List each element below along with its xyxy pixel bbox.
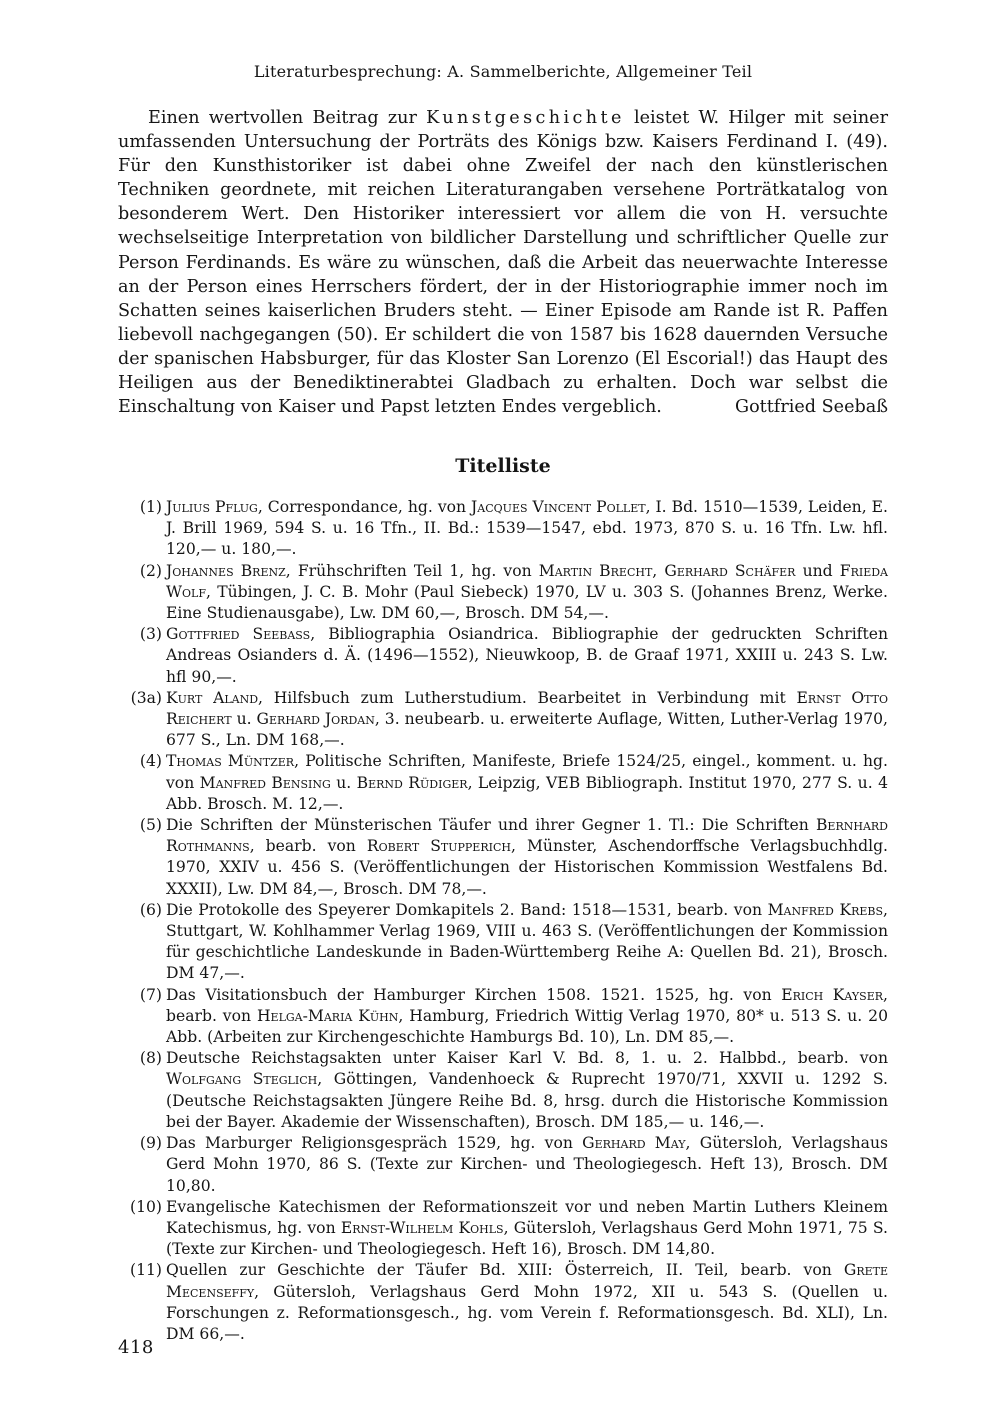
entry-number: (8) xyxy=(139,1049,162,1068)
entry-text: u. xyxy=(231,710,257,729)
entry-number: (9) xyxy=(139,1134,162,1153)
paragraph-text xyxy=(118,106,888,419)
entry-text: Deutsche Reichstagsakten unter Kaiser Karl V. Bd. 8, 1. u. 2. Halbbd., bearb. von xyxy=(166,1049,888,1068)
title-entry xyxy=(118,688,888,752)
entry-text: Evangelische Katechismen der Reformationszeit vor und neben Martin Luthers Kleinem Katechismus, hg. von xyxy=(166,1197,888,1237)
entry-person-name: Gerhard Jordan xyxy=(256,710,375,729)
entry-person-name: Wolfgang Steglich xyxy=(166,1070,318,1089)
entry-text: Quellen zur Geschichte der Täufer Bd. XIII: Österreich, II. Teil, bearb. von xyxy=(166,1261,844,1280)
entry-person-name: Jacques Vincent Pollet xyxy=(471,498,646,516)
title-entry xyxy=(118,815,888,900)
emphasized-word: Kunstgeschichte xyxy=(426,108,625,128)
author-signature: Gottfried Seebaß xyxy=(735,397,888,418)
entry-person-name: Kurt Aland xyxy=(166,688,259,707)
entry-text: u. xyxy=(330,773,357,792)
entry-text: , Frühschriften Teil 1, hg. von xyxy=(285,561,539,580)
entry-text: , Politische Schriften, Manifeste, Briefe 1524/25, eingel., komment. u. hg. von xyxy=(166,752,888,792)
entry-text: , 3. neubearb. u. erweiterte Auflage, Witten, Luther-Verlag 1970, 677 S., Ln. DM 168,—. xyxy=(166,710,888,750)
page-number: 418 xyxy=(118,1337,154,1358)
entry-person-name: Gottfried Seebass xyxy=(166,625,311,644)
entry-text: Die Schriften der Münsterischen Täufer und ihrer Gegner 1. Tl.: Die Schriften xyxy=(166,816,816,835)
entry-number: (6) xyxy=(139,900,162,919)
entry-text: Das Marburger Religionsgespräch 1529, hg. von xyxy=(166,1134,583,1153)
section-title: Titelliste xyxy=(455,455,551,477)
entry-person-name: Ernst Otto Reichert xyxy=(166,688,888,729)
entry-text: Die Protokolle des Speyerer Domkapitels 2. Band: 1518—1531, bearb. von xyxy=(166,900,768,919)
entry-number: (1) xyxy=(139,498,162,516)
title-entry xyxy=(118,1197,888,1261)
entry-person-name: Bernhard Rothmanns xyxy=(166,816,888,856)
entry-person-name: Thomas Müntzer xyxy=(166,752,295,771)
running-header: Literaturbesprechung: A. Sammelberichte, Allgemeiner Teil xyxy=(253,62,753,81)
entry-text: , bearb. von xyxy=(166,985,888,1025)
title-entry xyxy=(118,900,888,985)
entry-text: , Stuttgart, W. Kohlhammer Verlag 1969, VIII u. 463 S. (Veröffentlichungen der Kommission für geschichtliche Landeskunde in Baden-Württemberg Reihe A: Quellen Bd. 21), Brosch. DM 47,—. xyxy=(166,900,888,983)
entry-number: (3) xyxy=(139,625,162,644)
review-paragraph xyxy=(118,106,888,419)
entry-text: , Bibliographia Osiandrica. Bibliographie der gedruckten Schriften Andreas Osianders d. Ä. (1496—1552), Nieuwkoop, B. de Graaf 1971, XXIII u. 243 S. Lw. hfl 90,—. xyxy=(166,625,888,686)
entry-number: (2) xyxy=(139,561,162,580)
entry-person-name: Erich Kayser xyxy=(781,985,884,1004)
entry-number: (11) xyxy=(129,1261,162,1280)
entry-text: , Tübingen, J. C. B. Mohr (Paul Siebeck) 1970, LV u. 303 S. (Johannes Brenz, Werke. Eine Studienausgabe), Lw. DM 60,—, Brosch. DM 54,—. xyxy=(166,582,888,623)
entry-text: , Hilfsbuch zum Lutherstudium. Bearbeitet in Verbindung mit xyxy=(258,688,797,707)
entry-person-name: Ernst-Wilhelm Kohls xyxy=(340,1218,504,1237)
entry-person-name: Frieda Wolf xyxy=(166,561,889,601)
entry-number: (3a) xyxy=(130,688,162,707)
title-entry xyxy=(118,624,888,688)
entry-person-name: Johannes Brenz xyxy=(166,561,286,580)
title-entry xyxy=(118,1133,888,1197)
entry-text: und xyxy=(795,561,840,580)
title-entry xyxy=(118,497,888,561)
entry-text: , Gütersloh, Verlagshaus Gerd Mohn 1972, XII u. 543 S. (Quellen u. Forschungen z. Reformationsgesch., hg. vom Verein f. Reformationsgesch. Bd. XLI), Ln. DM 66,—. xyxy=(166,1282,888,1343)
entry-text: Das Visitationsbuch der Hamburger Kirchen 1508. 1521. 1525, hg. von xyxy=(166,985,782,1004)
entry-person-name: Grete Mecenseffy xyxy=(166,1261,888,1301)
entry-text: , Correspondance, hg. von xyxy=(257,498,472,516)
entry-text: , Gütersloh, Verlagshaus Gerd Mohn 1970, 86 S. (Texte zur Kirchen- und Theologiegesch. Heft 13), Brosch. DM 10,80. xyxy=(166,1134,888,1195)
title-entry xyxy=(118,561,888,625)
title-entry xyxy=(118,985,888,1049)
title-entry xyxy=(118,751,888,815)
entry-text: , Leipzig, VEB Bibliograph. Institut 1970, 277 S. u. 4 Abb. Brosch. M. 12,—. xyxy=(166,773,889,813)
entry-number: (10) xyxy=(129,1197,162,1216)
entry-text: , Münster, Aschendorffsche Verlagsbuchhdlg. 1970, XXIV u. 456 S. (Veröffentlichungen der Historischen Kommission Westfalens Bd. XXXII), Lw. DM 84,—, Brosch. DM 78,—. xyxy=(166,837,889,898)
title-list xyxy=(118,497,888,1345)
entry-text: , bearb. von xyxy=(249,837,367,856)
entry-text: , I. Bd. 1510—1539, Leiden, E. J. Brill 1969, 594 S. u. 16 Tfn., II. Bd.: 1539—1547, ebd. 1973, 870 S. u. 16 Tfn. Lw. hfl. 120,— u. 180,—. xyxy=(166,498,888,559)
entry-text: , Hamburg, Friedrich Wittig Verlag 1970, 80* u. 513 S. u. 20 Abb. (Arbeiten zur Kirchengeschichte Hamburgs Bd. 10), Ln. DM 85,—. xyxy=(166,1006,888,1047)
paragraph-text-start: Einen wertvollen Beitrag zur xyxy=(148,108,427,128)
entry-person-name: Gerhard May xyxy=(582,1134,686,1153)
entry-person-name: Manfred Krebs xyxy=(767,900,884,919)
entry-number: (7) xyxy=(139,985,162,1004)
entry-number: (4) xyxy=(139,752,162,771)
paragraph-text-rest: leistet W. Hilger mit seiner umfassenden Untersuchung der Porträts des Königs bzw. Kaisers Ferdinand I. (49). Für den Kunsthistoriker ist dabei ohne Zweifel der nach den künstlerischen Techniken geordnete, mit reichen Literaturangaben versehene Porträtkatalog von besonderem Wert. Den Historiker interessiert vor allem die von H. versuchte wechselseitige Interpretation von bildlicher Darstellung und schriftlicher Quelle zur Person Ferdinands. Es wäre zu wünschen, daß die Arbeit das neuerwachte Interesse an der Person eines Herrschers fördert, der in der Historiographie immer noch im Schatten seines kaiserlichen Bruders steht. — Einer Episode am Rande ist R. Paffen liebevoll nachgegangen (50). Er schildert die von 1587 bis 1628 dauernden Versuche der spanischen Habsburger, für das Kloster San Lorenzo (El Escorial!) das Haupt des Heiligen aus der Benediktinerabtei Gladbach zu erhalten. Doch war selbst die Einschaltung von Kaiser und Papst letzten Endes vergeblich. xyxy=(118,108,888,418)
entry-text: , Göttingen, Vandenhoeck & Ruprecht 1970/71, XXVII u. 1292 S. (Deutsche Reichstagsakten Jüngere Reihe Bd. 8, hrsg. durch die Historische Kommission bei der Bayer. Akademie der Wissenschaften), Brosch. DM 185,— u. 146,—. xyxy=(166,1070,888,1131)
entry-text: , Gütersloh, Verlagshaus Gerd Mohn 1971, 75 S. (Texte zur Kirchen- und Theologiegesch. Heft 16), Brosch. DM 14,80. xyxy=(166,1218,889,1259)
entry-person-name: Bernd Rüdiger xyxy=(356,773,468,792)
entry-person-name: Helga-Maria Kühn xyxy=(256,1006,399,1025)
entry-person-name: Robert Stupperich xyxy=(366,837,511,856)
entry-person-name: Julius Pflug xyxy=(166,498,258,516)
title-entry xyxy=(118,1048,888,1133)
entry-person-name: Martin Brecht, Gerhard Schäfer xyxy=(538,561,796,580)
title-entry xyxy=(118,1260,888,1345)
entry-person-name: Manfred Bensing xyxy=(199,773,331,792)
entry-number: (5) xyxy=(139,816,162,835)
